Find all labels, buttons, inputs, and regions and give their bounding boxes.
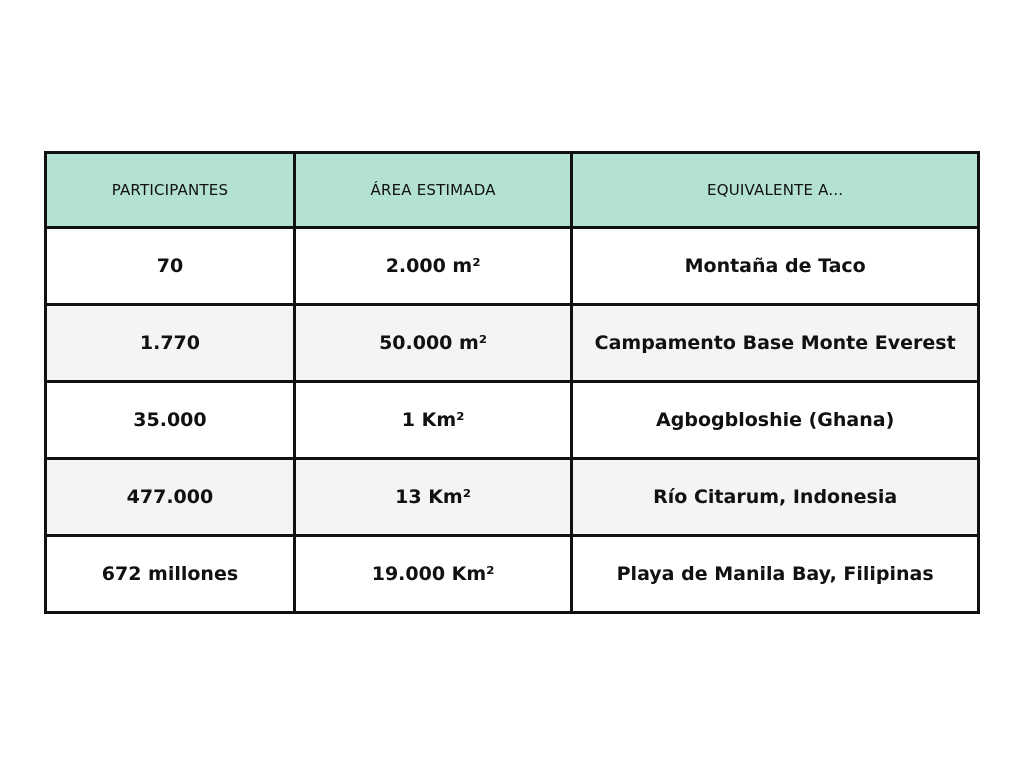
header-equivalente: EQUIVALENTE A...: [572, 153, 979, 228]
cell-participantes: 70: [46, 228, 295, 305]
table-row: [46, 536, 979, 613]
cell-participantes: 35.000: [46, 382, 295, 459]
cell-equivalente: Agbogbloshie (Ghana): [572, 382, 979, 459]
cell-area: 19.000 Km²: [294, 536, 571, 613]
cell-area: 2.000 m²: [294, 228, 571, 305]
cell-area: 1 Km²: [294, 382, 571, 459]
table-row: [46, 305, 979, 382]
table-row: [46, 382, 979, 459]
header-participantes: PARTICIPANTES: [46, 153, 295, 228]
cell-participantes: 672 millones: [46, 536, 295, 613]
cell-area: 50.000 m²: [294, 305, 571, 382]
cell-area: 13 Km²: [294, 459, 571, 536]
cell-equivalente: Campamento Base Monte Everest: [572, 305, 979, 382]
header-area-estimada: ÁREA ESTIMADA: [294, 153, 571, 228]
cell-equivalente: Playa de Manila Bay, Filipinas: [572, 536, 979, 613]
cell-participantes: 477.000: [46, 459, 295, 536]
table-row: [46, 459, 979, 536]
cell-participantes: 1.770: [46, 305, 295, 382]
cell-equivalente: Río Citarum, Indonesia: [572, 459, 979, 536]
header-row: [46, 153, 979, 228]
table-row: [46, 228, 979, 305]
cell-equivalente: Montaña de Taco: [572, 228, 979, 305]
comparison-table: [44, 151, 980, 614]
